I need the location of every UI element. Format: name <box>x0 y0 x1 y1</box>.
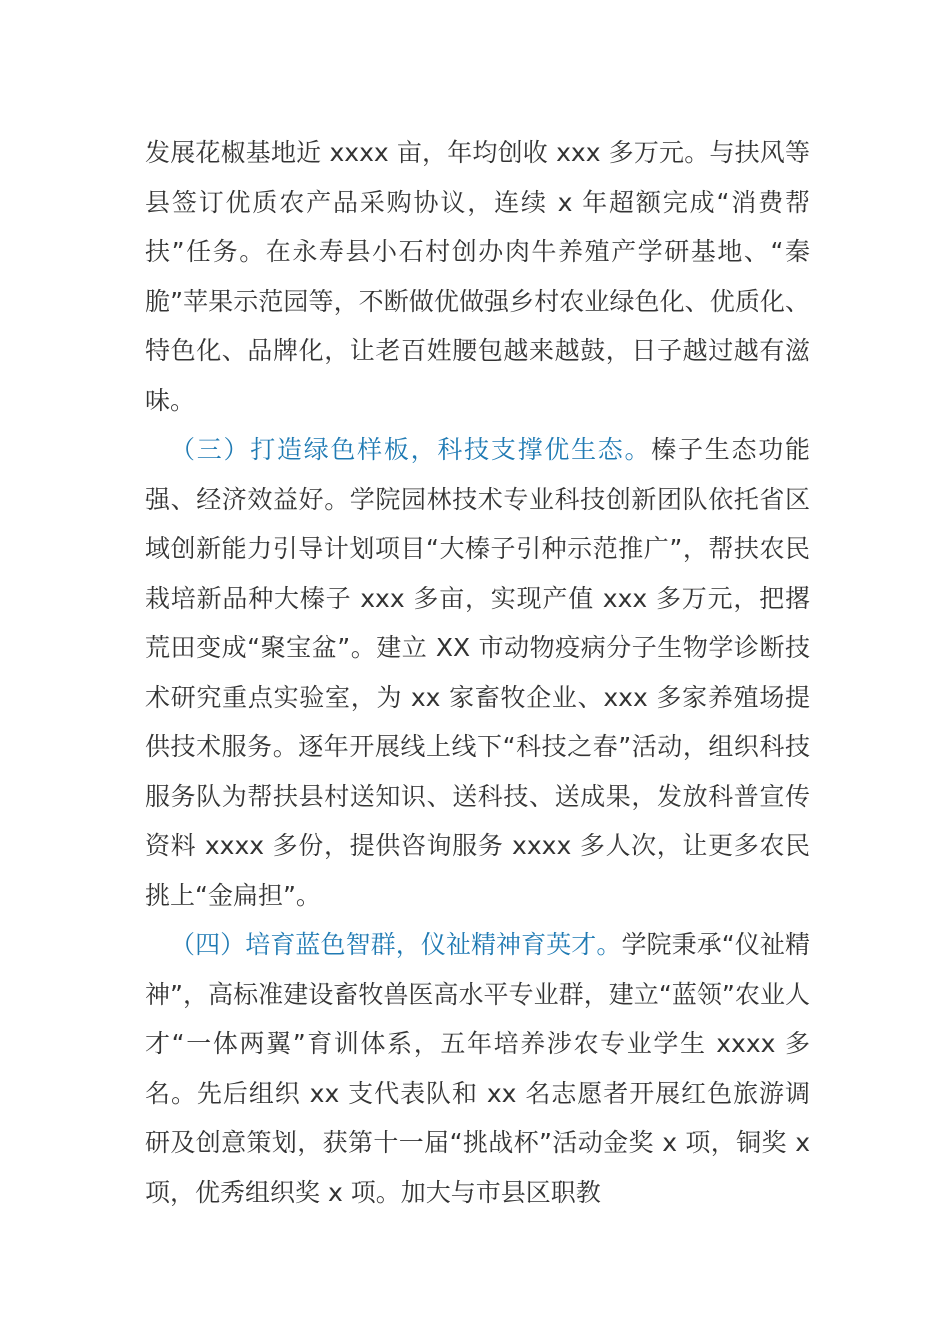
section-heading: （三）打造绿色样板，科技支撑优生态。 <box>170 435 652 464</box>
paragraph-section-four <box>145 920 810 1217</box>
section-heading: （四）培育蓝色智群，仪祉精神育英才。 <box>170 930 622 959</box>
paragraph-body: 发展花椒基地近 xxxx 亩，年均创收 xxx 多万元。与扶风等县签订优质农产品采购协议，连续 x 年超额完成“消费帮扶”任务。在永寿县小石村创办肉牛养殖产学研基地、“秦脆”苹果示范园等，不断做优做强乡村农业绿色化、优质化、特色化、品牌化，让老百姓腰包越来越鼓，日子越过越有滋味。 <box>145 138 810 415</box>
paragraph-body: 学院秉承“仪祉精神”，高标准建设畜牧兽医高水平专业群，建立“蓝领”农业人才“一体两翼”育训体系，五年培养涉农专业学生 xxxx 多名。先后组织 xx 支代表队和 xx 名志愿者开展红色旅游调研及创意策划，获第十一届“挑战杯”活动金奖 x 项，铜奖 x 项，优秀组织奖 x 项。加大与市县区职教 <box>145 930 810 1207</box>
paragraph-continued <box>145 128 810 425</box>
paragraph-section-three <box>145 425 810 920</box>
document-body <box>145 128 810 1217</box>
paragraph-body: 榛子生态功能强、经济效益好。学院园林技术专业科技创新团队依托省区域创新能力引导计划项目“大榛子引种示范推广”，帮扶农民栽培新品种大榛子 xxx 多亩，实现产值 xxx 多万元，把撂荒田变成“聚宝盆”。建立 XX 市动物疫病分子生物学诊断技术研究重点实验室，为 xx 家畜牧企业、xxx 多家养殖场提供技术服务。逐年开展线上线下“科技之春”活动，组织科技服务队为帮扶县村送知识、送科技、送成果，发放科普宣传资料 xxxx 多份，提供咨询服务 xxxx 多人次，让更多农民挑上“金扁担”。 <box>145 435 810 910</box>
